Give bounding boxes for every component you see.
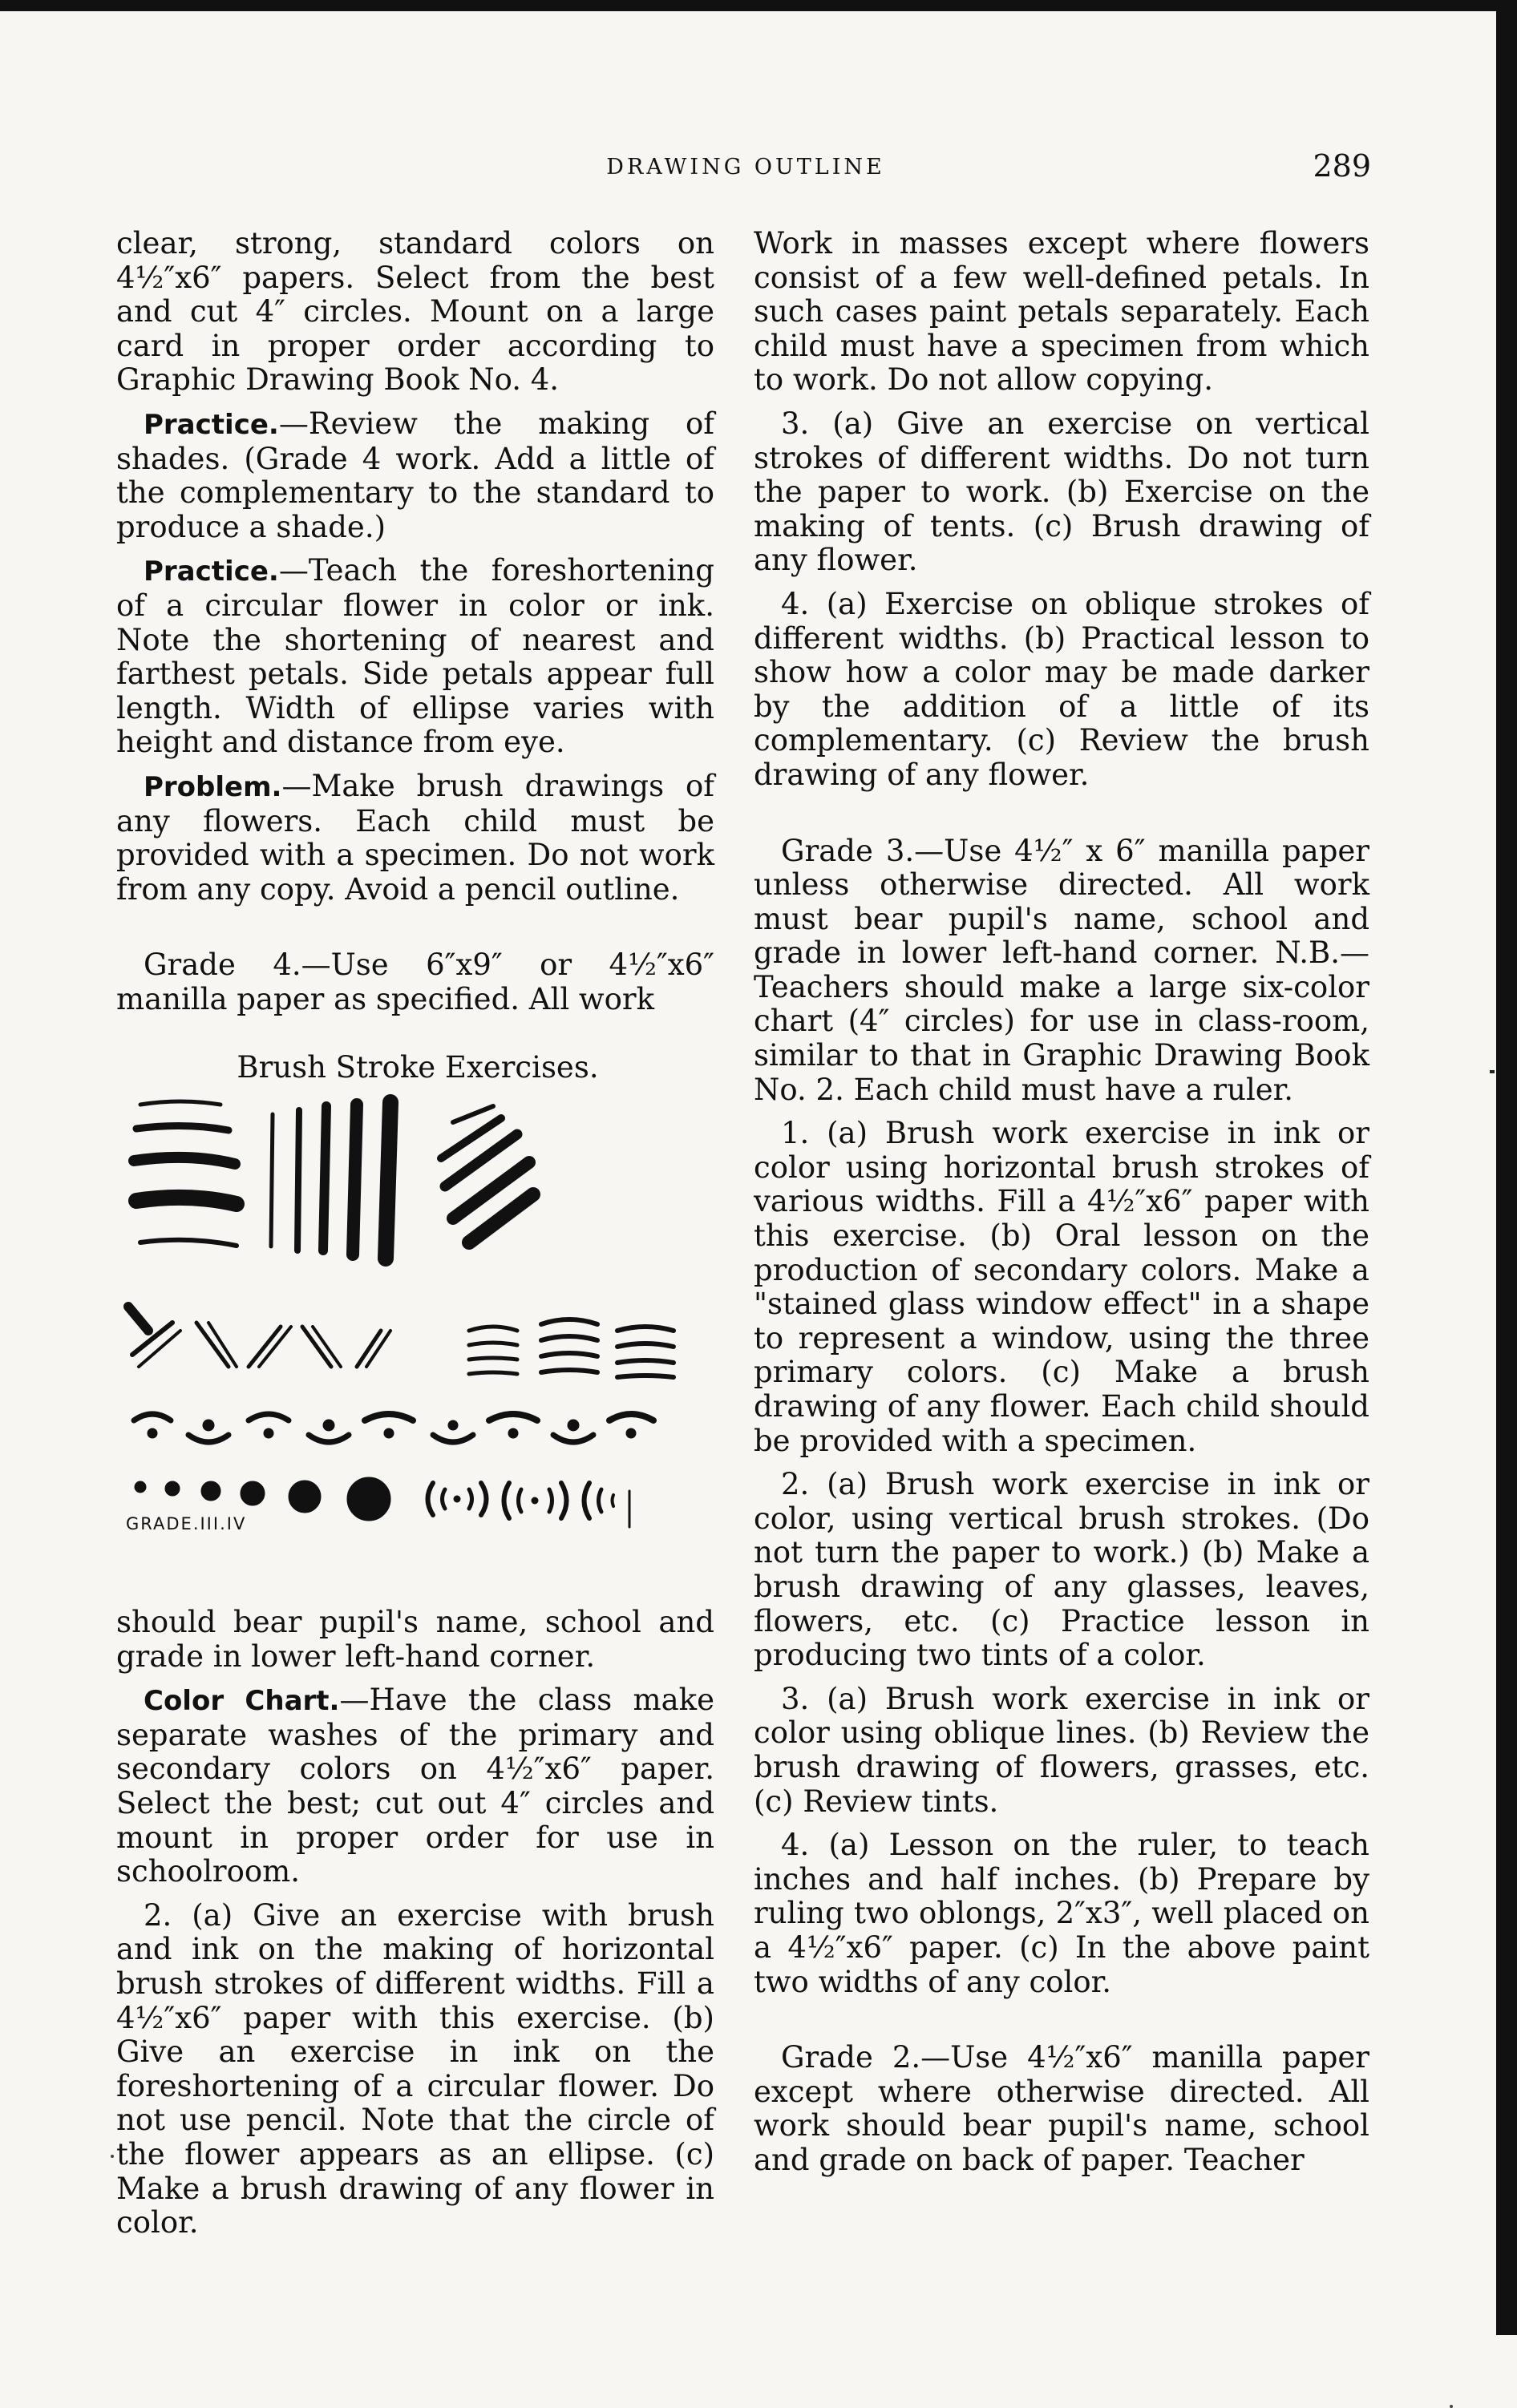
left-column-bottom <box>116 1606 714 2240</box>
oblique-strokes <box>441 1106 533 1242</box>
paragraph: clear, strong, standard colors on 4½″x6″ papers. Select from the best and cut 4″ circles. Mount on a large card in proper order according to Graphic Drawing Book No. 4. <box>116 226 714 398</box>
margin-mark <box>1490 1070 1495 1073</box>
paragraph-lead: Problem. <box>144 770 282 803</box>
paragraph-lead: Practice. <box>144 408 279 441</box>
slanted-stroke-pairs <box>128 1307 390 1367</box>
paragraph: should bear pupil's name, school and grade in lower left-hand corner. <box>116 1605 714 1674</box>
paragraph: 2. (a) Brush work exercise in ink or color, using vertical brush strokes. (Do not turn the paper to work.) (b) Make a brush drawing of any glasses, leaves, flowers, etc. (c) Practice lesson in producing two tints of a color. <box>754 1467 1369 1673</box>
paragraph: 3. (a) Brush work exercise in ink or color using oblique lines. (b) Review the brush drawing of flowers, grasses, etc. (c) Review tints. <box>754 1681 1369 1819</box>
paragraph: 3. (a) Give an exercise on vertical strokes of different widths. Do not turn the paper to work. (b) Exercise on the making of tents. (c) Brush drawing of any flower. <box>754 406 1369 578</box>
paragraph: 4. (a) Lesson on the ruler, to teach inches and half inches. (b) Prepare by ruling two oblongs, 2″x3″, well placed on a 4½″x6″ paper. (c) In the above paint two widths of any color. <box>754 1828 1369 1999</box>
horizontal-strokes <box>134 1101 237 1246</box>
concentric-arc-row <box>428 1483 630 1527</box>
page-header <box>120 148 1371 196</box>
figure-caption: Brush Stroke Exercises. <box>237 1050 599 1085</box>
paragraph: 4. (a) Exercise on oblique strokes of different widths. (b) Practical lesson to show how a color may be made darker by the addition of a little of its complementary. (c) Review the brush drawing of any flower. <box>754 586 1369 792</box>
speck <box>1450 2405 1453 2408</box>
paragraph: Problem.—Make brush drawings of any flowers. Each child must be provided with a specimen. Do not work from any copy. Avoid a pencil outline. <box>116 768 714 907</box>
paragraph: Grade 3.—Use 4½″ x 6″ manilla paper unless otherwise directed. All work must bear pupil's name, school and grade in lower left-hand corner. N.B.—Teachers should make a large six-color chart (4″ circles) for use in class-room, similar to that in Graphic Drawing Book No. 2. Each child must have a ruler. <box>754 833 1369 1107</box>
brush-stroke-figure <box>116 1050 719 1587</box>
page-edge-top <box>0 0 1517 11</box>
left-column-top <box>116 227 714 1016</box>
arc-and-dot-row <box>134 1414 653 1442</box>
running-title: DRAWING OUTLINE <box>606 155 885 180</box>
page-edge-right <box>1496 0 1517 2335</box>
paragraph: Practice.—Teach the foreshortening of a circular flower in color or ink. Note the shortening of nearest and farthest petals. Side petals appear full length. Width of ellipse varies with height and distance from eye. <box>116 553 714 760</box>
vertical-strokes <box>271 1102 390 1259</box>
paragraph: Grade 4.—Use 6″x9″ or 4½″x6″ manilla paper as specified. All work <box>116 947 714 1016</box>
paragraph: 2. (a) Give an exercise with brush and ink on the making of horizontal brush strokes of different widths. Fill a 4½″x6″ paper with this exercise. (b) Give an exercise in ink on the foreshortening of a circular flower. Do not use pencil. Note that the circle of the flower appears as an ellipse. (c) Make a brush drawing of any flower in color. <box>116 1897 714 2240</box>
grade-label: GRADE.III.IV <box>126 1514 247 1533</box>
paragraph: Color Chart.—Have the class make separate washes of the primary and secondary colors on 4½″x6″ paper. Select the best; cut out 4″ circles and mount in proper order for use in schoolroom. <box>116 1683 714 1889</box>
paragraph-lead: Practice. <box>144 556 279 588</box>
paragraph: Grade 2.—Use 4½″x6″ manilla paper except where otherwise directed. All work should bear pupil's name, school and grade on back of paper. Teacher <box>754 2040 1369 2177</box>
page-number: 289 <box>1313 148 1371 184</box>
paragraph-lead: Color Chart. <box>144 1685 340 1718</box>
paragraph: Practice.—Review the making of shades. (Grade 4 work. Add a little of the complementary to the standard to produce a shade.) <box>116 406 714 544</box>
speck <box>111 2155 114 2158</box>
brush-stroke-exercises-illustration <box>116 1090 719 1587</box>
paragraph: Work in masses except where flowers consist of a few well-defined petals. In such cases paint petals separately. Each child must have a specimen from which to work. Do not allow copying. <box>754 226 1369 398</box>
curved-stroke-stacks <box>469 1319 674 1377</box>
paragraph: 1. (a) Brush work exercise in ink or color using horizontal brush strokes of various widths. Fill a 4½″x6″ paper with this exercise. (b) Oral lesson on the production of secondary colors. Make a "stained glass window effect" in a shape to represent a window, using the three primary colors. (c) Make a brush drawing of any flower. Each child should be provided with a specimen. <box>754 1116 1369 1458</box>
right-column <box>754 227 1369 2177</box>
